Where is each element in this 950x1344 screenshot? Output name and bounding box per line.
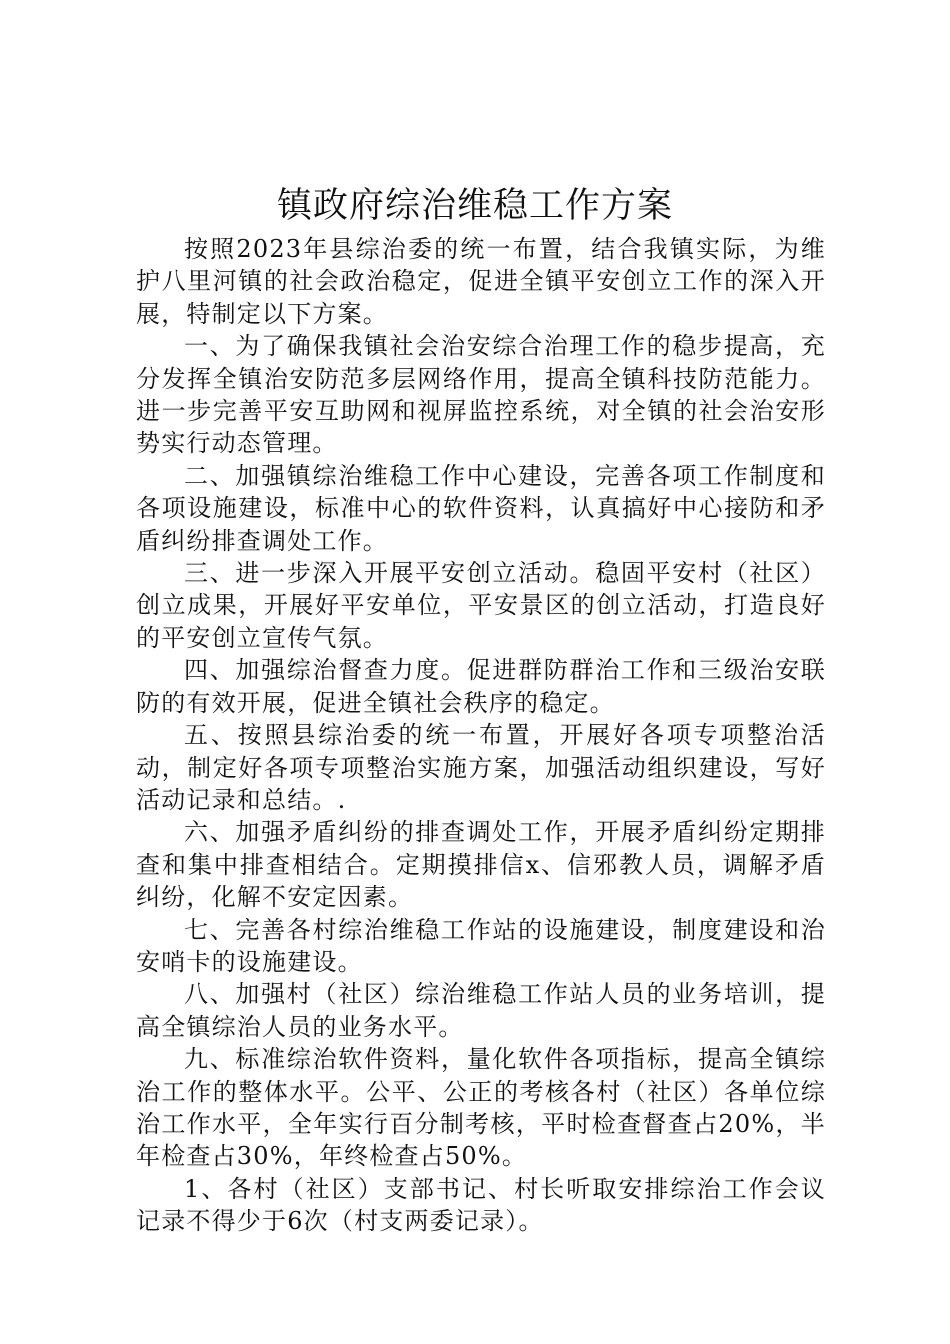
paragraph-item-4: 四、加强综治督查力度。促进群防群治工作和三级治安联防的有效开展，促进全镇社会秩序的稳定。 [136,656,826,717]
paragraph-item-6: 六、加强矛盾纠纷的排查调处工作，开展矛盾纠纷定期排查和集中排查相结合。定期摸排信x、信邪教人员，调解矛盾纠纷，化解不安定因素。 [136,818,826,912]
paragraph-item-8: 八、加强村（社区）综治维稳工作站人员的业务培训，提高全镇综治人员的业务水平。 [136,980,826,1041]
paragraph-item-9: 九、标准综治软件资料，量化软件各项指标，提高全镇综治工作的整体水平。公平、公正的考核各村（社区）各单位综治工作水平，全年实行百分制考核，平时检查督查占20%，半年检查占30%，年终检查占50%。 [136,1045,826,1171]
paragraph-sub-item-1: 1、各村（社区）支部书记、村长听取安排综治工作会议记录不得少于6次（村支两委记录）。 [136,1174,826,1236]
document-title: 镇政府综治维稳工作方案 [276,186,673,226]
paragraph-intro: 按照2023年县综治委的统一布置，结合我镇实际，为维护八里河镇的社会政治稳定，促进全镇平安创立工作的深入开展，特制定以下方案。 [136,235,826,328]
paragraph-item-1: 一、为了确保我镇社会治安综合治理工作的稳步提高，充分发挥全镇治安防范多层网络作用，提高全镇科技防范能力。进一步完善平安互助网和视屏监控系统，对全镇的社会治安形势实行动态管理。 [136,332,826,458]
paragraph-item-2: 二、加强镇综治维稳工作中心建设，完善各项工作制度和各项设施建设，标准中心的软件资料，认真搞好中心接防和矛盾纠纷排查调处工作。 [136,461,826,555]
paragraph-item-7: 七、完善各村综治维稳工作站的设施建设，制度建设和治安哨卡的设施建设。 [136,915,826,976]
paragraph-item-3: 三、进一步深入开展平安创立活动。稳固平安村（社区）创立成果，开展好平安单位，平安景区的创立活动，打造良好的平安创立宣传气氛。 [136,559,826,652]
document-body [136,233,826,1238]
paragraph-item-5: 五、按照县综治委的统一布置，开展好各项专项整治活动，制定好各项专项整治实施方案，加强活动组织建设，写好活动记录和总结。. [136,721,826,814]
